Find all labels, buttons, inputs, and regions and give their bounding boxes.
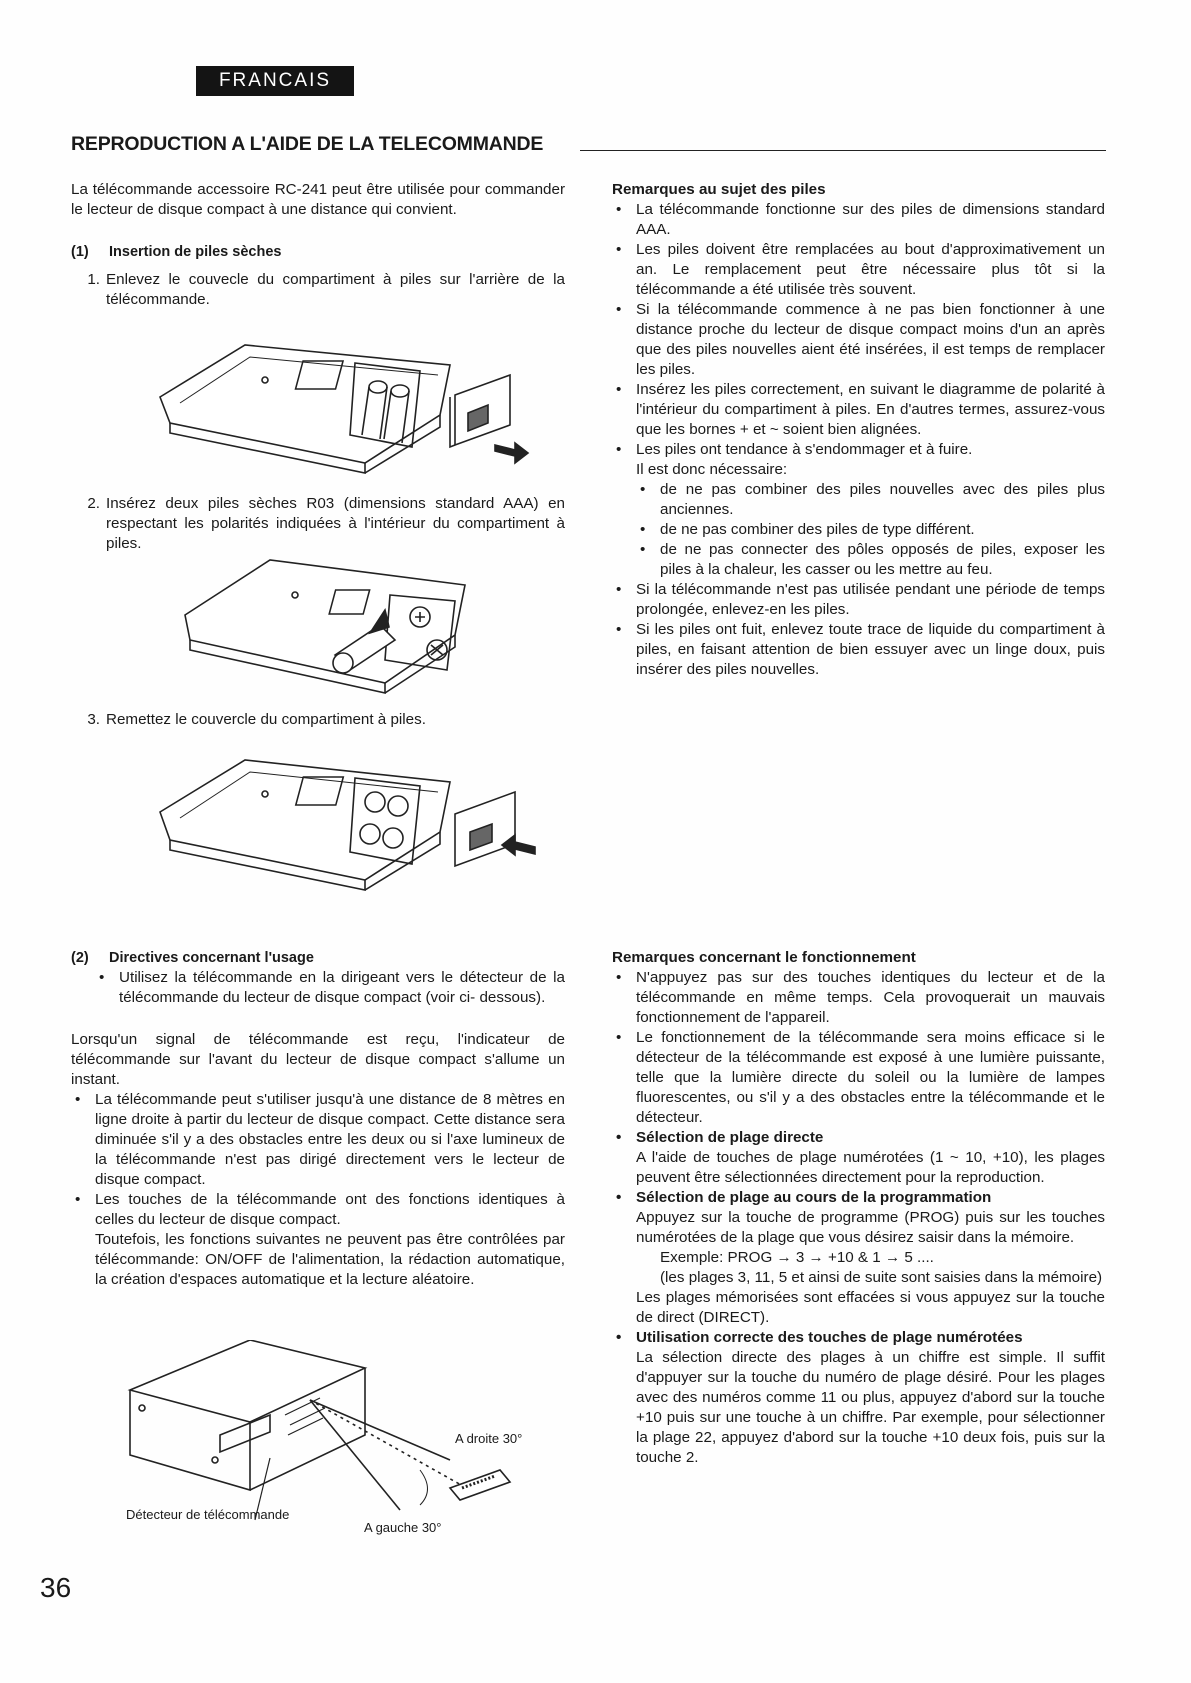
signal-paragraph: Lorsqu'un signal de télécommande est reçu, l'indicateur de télécommande sur l'avant du lecteur de disque compact s'allume un instant. — [71, 1031, 565, 1088]
page-number: 36 — [40, 1572, 72, 1603]
left-angle-label: A gauche 30° — [364, 1520, 442, 1535]
battery-notes-heading: Remarques au sujet des piles — [612, 181, 826, 198]
list-item: • La télécommande fonctionne sur des piles de dimensions standard AAA. — [612, 200, 1105, 240]
section-title: REPRODUCTION A L'AIDE DE LA TELECOMMANDE — [71, 133, 544, 155]
battery-insertion-illustration — [175, 555, 485, 695]
step-3: 3. Remettez le couvercle du compartiment à piles. — [87, 711, 426, 728]
list-item-continuation: Toutefois, les fonctions suivantes ne peuvent pas être contrôlées par télécommande: ON/OFF de l'alimentation, la rédaction automatique, la création d'espaces automatique et la lecture aléatoire. — [95, 1231, 565, 1288]
step-2: 2. Insérez deux piles sèches R03 (dimensions standard AAA) en respectant les polarités indiquées à l'intérieur du compartiment à piles. — [87, 495, 565, 552]
list-item: • Utilisez la télécommande en la dirigeant vers le détecteur de la télécommande du lecteur de disque compact (voir ci- dessous). — [95, 968, 565, 1008]
step-1: 1. Enlevez le couvecle du compartiment à piles sur l'arrière de la télécommande. — [87, 271, 565, 308]
list-item-heading: • Sélection de plage au cours de la programmation — [612, 1188, 1105, 1208]
cd-player-remote-angle-diagram — [120, 1340, 540, 1535]
list-item: • Si la télécommande commence à ne pas bien fonctionner à une distance proche du lecteur de disque compact moins d'un an après que des piles nouvelles aient été insérées, il est temps de remplacer les piles. — [612, 300, 1105, 380]
remote-cover-replace-illustration — [150, 752, 550, 892]
sub-list-item: • de ne pas connecter des pôles opposés de piles, exposer les piles à la chaleur, les casser ou les mettre au feu. — [612, 540, 1105, 580]
operation-notes — [612, 948, 1105, 1468]
right-angle-label: A droite 30° — [455, 1431, 523, 1446]
section-header — [71, 132, 1106, 156]
insertion-heading: (1) Insertion de piles sèches — [71, 244, 282, 260]
list-item: • Le fonctionnement de la télécommande sera moins efficace si le détecteur de la télécommande est exposé à une lumière puissante, telle que la lumière directe du soleil ou la lumière de lampes fluorescentes, ou s'il y a des obstacles entre la télécommande et le détecteur. — [612, 1028, 1105, 1128]
detector-label: Détecteur de télécommande — [126, 1507, 290, 1522]
list-item-text: La sélection directe des plages à un chiffre est simple. Il suffit d'appuyer sur la touche du numéro de plage désiré. Pour les plages avec des numéros comme 11 ou plus, appuyez d'abord sur la touche +10 puis sur une touche à un chiffre. Par exemple, pour sélectionner la plage 22, appuyez d'abord sur la touche +10 deux fois, puis sur la touche 2. — [636, 1349, 1105, 1466]
list-item: • Les piles doivent être remplacées au bout d'approximativement un an. Le remplacement peut être nécessaire plus tôt si la télécommande a été utilisée très souvent. — [612, 240, 1105, 300]
title-rule — [580, 150, 1106, 151]
battery-notes — [612, 180, 1105, 680]
usage-section — [71, 948, 565, 1290]
intro-paragraph: La télécommande accessoire RC-241 peut être utilisée pour commander le lecteur de disque compact à une distance qui convient. — [71, 181, 565, 218]
list-item: • Les touches de la télécommande ont des fonctions identiques à celles du lecteur de disque compact. — [71, 1190, 565, 1230]
usage-heading: (2) Directives concernant l'usage — [71, 950, 314, 966]
list-item-text: Appuyez sur la touche de programme (PROG) puis sur les touches numérotées de la plage que vous désirez saisir dans la mémoire. — [636, 1209, 1105, 1246]
list-item-heading: • Utilisation correcte des touches de plage numérotées — [612, 1328, 1105, 1348]
list-item-continuation: Il est donc nécessaire: — [636, 461, 788, 478]
list-item: • Si les piles ont fuit, enlevez toute trace de liquide du compartiment à piles, en faisant attention de bien essuyer avec un linge doux, puis insérer des piles nouvelles. — [612, 620, 1105, 680]
list-item: • La télécommande peut s'utiliser jusqu'à une distance de 8 mètres en ligne droite à partir du lecteur de disque compact. Cette distance sera diminuée s'il y a des obstacles entre les deux ou si l'axe lumineux de la télécommande n'est pas dirigé directement vers le lecteur de disque compact. — [71, 1090, 565, 1190]
sub-list-item: • de ne pas combiner des piles de type différent. — [612, 520, 1105, 540]
language-tab: FRANCAIS — [196, 66, 354, 96]
remote-cover-removal-illustration — [150, 335, 540, 475]
list-item: • Insérez les piles correctement, en suivant le diagramme de polarité à l'intérieur du compartiment à piles. En d'autres termes, assurez-vous que les bornes + et ~ soient bien alignées. — [612, 380, 1105, 440]
list-item-heading: • Sélection de plage directe — [612, 1128, 1105, 1148]
list-item-text: A l'aide de touches de plage numérotées (1 ~ 10, +10), les plages peuvent être sélectionnées directement pour la reproduction. — [636, 1149, 1105, 1186]
example-note: (les plages 3, 11, 5 et ainsi de suite sont saisies dans la mémoire) — [660, 1269, 1103, 1286]
intro-section — [71, 180, 565, 310]
operation-notes-heading: Remarques concernant le fonctionnement — [612, 949, 916, 966]
list-item: • Si la télécommande n'est pas utilisée pendant une période de temps prolongée, enlevez-en les piles. — [612, 580, 1105, 620]
sub-list-item: • de ne pas combiner des piles nouvelles avec des piles plus anciennes. — [612, 480, 1105, 520]
list-item-text: Les plages mémorisées sont effacées si vous appuyez sur la touche de direct (DIRECT). — [636, 1289, 1105, 1326]
example-line: Exemple: PROG → 3 → +10 & 1 → 5 .... — [660, 1249, 934, 1266]
list-item: • N'appuyez pas sur des touches identiques du lecteur et de la télécommande en même temps. Cela provoquerait un mauvais fonctionnement de l'appareil. — [612, 968, 1105, 1028]
list-item: • Les piles ont tendance à s'endommager et à fuire. — [612, 440, 1105, 460]
